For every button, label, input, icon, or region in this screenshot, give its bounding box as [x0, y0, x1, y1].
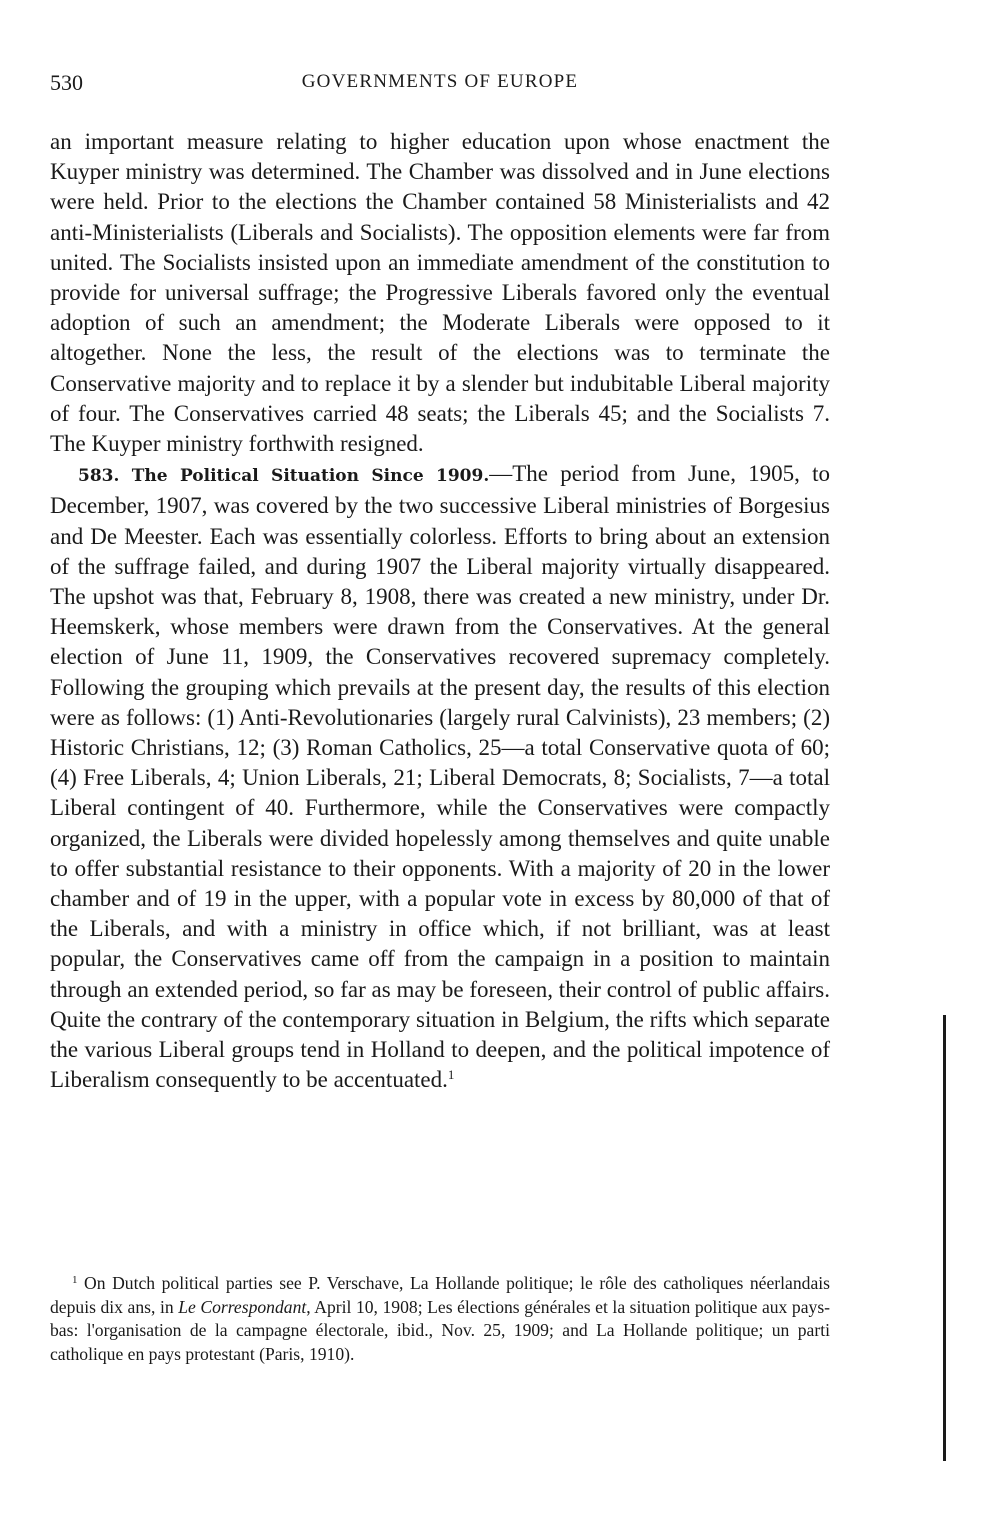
margin-rule [943, 1015, 946, 1461]
footnote-number: 1 [72, 1274, 78, 1286]
paragraph-section-583 [50, 459, 830, 1095]
footnote-text-before: On Dutch political parties see P. Verschave, La Hollande politique; le rôle des catholiques néerlandais depuis dix ans, in [50, 1273, 830, 1317]
footnote [50, 1272, 830, 1366]
section-heading: 583. The Political Situation Since 1909. [78, 466, 490, 487]
body-text [50, 127, 830, 1096]
footnote-journal-title: Le Correspondant [178, 1296, 307, 1317]
page-number: 530 [50, 70, 83, 95]
section-583-text: —The period from June, 1905, to December, 1907, was covered by the two successive Liberal ministries of Borgesius and De Meester. Each was essentially colorless. Efforts to bring about an extension of the suffrage failed, and during 1907 the Liberal majority virtually disappeared. The upshot was that, February 8, 1908, there was created a new ministry, under Dr. Heemskerk, whose members were drawn from the Conservatives. At the general election of June 11, 1909, the Conservatives recovered supremacy completely. Following the grouping which prevails at the present day, the results of this election were as follows: (1) Anti-Revolutionaries (largely rural Calvinists), 23 members; (2) Historic Christians, 12; (3) Roman Catholics, 25—a total Conservative quota of 60; (4) Free Liberals, 4; Union Liberals, 21; Liberal Democrats, 8; Socialists, 7—a total Liberal contingent of 40. Furthermore, while the Conservatives were compactly organized, the Liberals were divided hopelessly among themselves and quite unable to offer substantial resistance to their opponents. With a majority of 20 in the lower chamber and of 19 in the upper, with a popular vote in excess by 80,000 of that of the Liberals, and with a ministry in office which, if not brilliant, was at least popular, the Conservatives came off from the campaign in a position to maintain through an extended period, so far as may be foreseen, their control of public affairs. Quite the contrary of the contemporary situation in Belgium, the rifts which separate the various Liberal groups tend in Holland to deepen, and the political impotence of Liberalism consequently to be accentuated. [50, 461, 830, 1093]
running-title: GOVERNMENTS OF EUROPE [301, 71, 579, 92]
footnote-reference: 1 [447, 1067, 455, 1083]
paragraph-continuation: an important measure relating to higher education upon whose enactment the Kuyper ministry was determined. The Chamber was dissolved and in June elections were held. Prior to the elections the Chamber contained 58 Ministerialists and 42 anti-Ministerialists (Liberals and Socialists). The opposition elements were far from united. The Socialists insisted upon an immediate amendment of the constitution to provide for universal suffrage; the Progressive Liberals favored only the eventual adoption of such an amendment; the Moderate Liberals were opposed to it altogether. None the less, the result of the elections was to terminate the Conservative majority and to replace it by a slender but indubitable Liberal majority of four. The Conservatives carried 48 seats; the Liberals 45; and the Socialists 7. The Kuyper ministry forthwith resigned. [50, 129, 830, 457]
page-header [50, 70, 830, 100]
footnote-text-after: , April 10, 1908; Les élections générales et la situation politique aux pays-bas: l'organisation de la campagne électorale, ibid., Nov. 25, 1909; and La Hollande politique; un parti catholique en pays protestant (Paris, 1910). [50, 1296, 831, 1364]
